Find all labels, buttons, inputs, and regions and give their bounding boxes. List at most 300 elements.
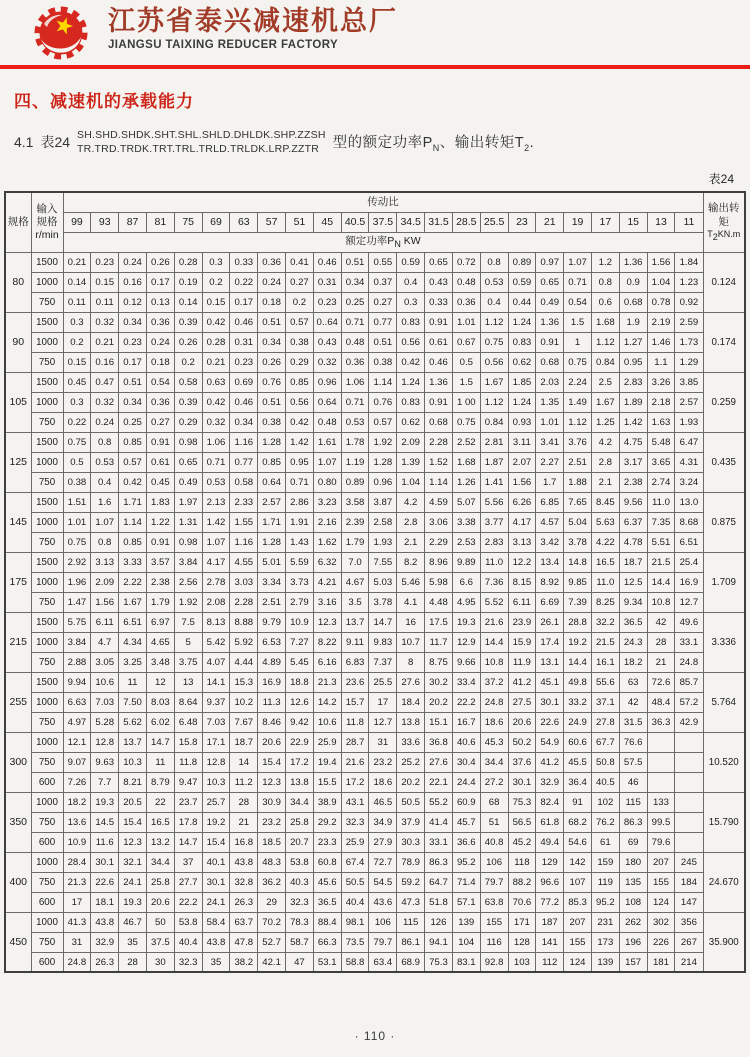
power-cell: 0.75 xyxy=(63,532,91,552)
power-cell: 1.06 xyxy=(202,432,230,452)
header-row-1 xyxy=(5,192,745,212)
power-cell: 112 xyxy=(536,952,564,972)
power-cell: 226 xyxy=(647,932,675,952)
power-cell: 1.62 xyxy=(313,532,341,552)
power-cell: 0.46 xyxy=(425,352,453,372)
power-cell: 0.64 xyxy=(258,472,286,492)
power-cell: 0.47 xyxy=(91,372,119,392)
power-cell: 68.2 xyxy=(564,812,592,832)
power-cell: 1.84 xyxy=(675,252,703,272)
power-cell: 115 xyxy=(397,912,425,932)
table-row xyxy=(5,352,745,372)
spec-cell: 175 xyxy=(5,552,31,612)
power-cell: 2.38 xyxy=(619,472,647,492)
power-cell: 0.37 xyxy=(369,272,397,292)
power-cell: 2.33 xyxy=(230,492,258,512)
power-cell: 15.4 xyxy=(202,832,230,852)
power-cell: 2.51 xyxy=(258,592,286,612)
power-cell: 129 xyxy=(536,852,564,872)
power-cell: 41.3 xyxy=(63,912,91,932)
power-cell: 0.3 xyxy=(63,392,91,412)
rpm-cell: 1500 xyxy=(31,612,63,632)
power-cell: 10.2 xyxy=(230,692,258,712)
torque-cell: 35.900 xyxy=(703,912,745,972)
rpm-cell: 1500 xyxy=(31,432,63,452)
table-row xyxy=(5,552,745,572)
power-cell: 25.9 xyxy=(341,832,369,852)
power-cell: 1.12 xyxy=(480,392,508,412)
spec-cell: 125 xyxy=(5,432,31,492)
power-cell: 43.1 xyxy=(341,792,369,812)
power-cell: 2.08 xyxy=(202,592,230,612)
power-cell: 9.83 xyxy=(369,632,397,652)
power-cell: 0.43 xyxy=(313,332,341,352)
power-cell: 1.42 xyxy=(286,432,314,452)
power-cell: 0.34 xyxy=(119,312,147,332)
power-cell: 0.15 xyxy=(91,272,119,292)
power-cell: 0.15 xyxy=(63,352,91,372)
table-row xyxy=(5,752,745,772)
company-name-en: JIANGSU TAIXING REDUCER FACTORY xyxy=(108,39,339,52)
power-cell: 9.11 xyxy=(341,632,369,652)
power-cell: 9.79 xyxy=(258,612,286,632)
power-cell: 0.75 xyxy=(63,432,91,452)
power-cell: 33.1 xyxy=(425,832,453,852)
power-cell: 11.0 xyxy=(591,572,619,592)
power-cell: 9.07 xyxy=(63,752,91,772)
power-cell: 155 xyxy=(480,912,508,932)
rpm-cell: 1000 xyxy=(31,512,63,532)
power-cell: 3.65 xyxy=(647,452,675,472)
rpm-cell: 750 xyxy=(31,812,63,832)
power-cell: 5.46 xyxy=(397,572,425,592)
power-cell: 17.2 xyxy=(286,752,314,772)
power-cell: 11.3 xyxy=(258,692,286,712)
power-cell: 27.8 xyxy=(591,712,619,732)
power-cell: 0.29 xyxy=(286,352,314,372)
table-head xyxy=(5,192,745,252)
power-cell: 10.6 xyxy=(313,712,341,732)
power-cell: 17 xyxy=(63,892,91,912)
ratio-col-header: 17 xyxy=(591,212,619,232)
rpm-cell: 1000 xyxy=(31,392,63,412)
power-cell: 0.23 xyxy=(313,292,341,312)
power-cell: 1.24 xyxy=(397,372,425,392)
power-cell: 22.1 xyxy=(425,772,453,792)
rpm-cell: 1000 xyxy=(31,852,63,872)
power-cell: 115 xyxy=(619,792,647,812)
power-cell: 1.27 xyxy=(619,332,647,352)
power-cell: 21.5 xyxy=(591,632,619,652)
power-cell: 43.8 xyxy=(202,932,230,952)
power-cell: 86.1 xyxy=(397,932,425,952)
power-cell: 54.5 xyxy=(369,872,397,892)
power-cell: 0.28 xyxy=(174,252,202,272)
power-cell: 16.8 xyxy=(230,832,258,852)
power-cell: 31 xyxy=(369,732,397,752)
power-cell: 4.59 xyxy=(425,492,453,512)
power-cell: 1.73 xyxy=(675,332,703,352)
power-cell: 24.4 xyxy=(452,772,480,792)
power-cell: 9.63 xyxy=(91,752,119,772)
power-cell: 0.11 xyxy=(63,292,91,312)
ratio-col-header: 63 xyxy=(230,212,258,232)
power-cell: 1.16 xyxy=(230,432,258,452)
power-cell: 4.2 xyxy=(591,432,619,452)
power-cell: 1.07 xyxy=(202,532,230,552)
power-cell: 3.78 xyxy=(564,532,592,552)
power-cell: 40.4 xyxy=(174,932,202,952)
model-line-2: TR.TRD.TRDK.TRT.TRL.TRLD.TRLDK.LRP.ZZTR xyxy=(77,143,319,156)
power-cell: 2.1 xyxy=(397,532,425,552)
power-cell: 69 xyxy=(619,832,647,852)
power-cell: 0.6 xyxy=(591,292,619,312)
power-cell: 0.5 xyxy=(452,352,480,372)
power-cell: 7.67 xyxy=(230,712,258,732)
power-cell: 1.71 xyxy=(258,512,286,532)
power-cell: 48.4 xyxy=(647,692,675,712)
power-cell: 1.49 xyxy=(564,392,592,412)
power-cell: 25.8 xyxy=(146,872,174,892)
power-cell: 34.9 xyxy=(369,812,397,832)
power-cell: 86.3 xyxy=(425,852,453,872)
power-cell: 95.2 xyxy=(452,852,480,872)
power-cell: 20.6 xyxy=(508,712,536,732)
power-cell: 0.76 xyxy=(369,392,397,412)
power-cell: 83.1 xyxy=(452,952,480,972)
power-cell: 20.6 xyxy=(258,732,286,752)
power-cell: 30.1 xyxy=(536,692,564,712)
power-cell: 106 xyxy=(369,912,397,932)
power-cell: 5.63 xyxy=(591,512,619,532)
power-cell: 14.7 xyxy=(146,732,174,752)
table-body xyxy=(5,252,745,972)
power-cell: 0.44 xyxy=(508,292,536,312)
power-cell: 0.24 xyxy=(258,272,286,292)
power-cell: 3.13 xyxy=(91,552,119,572)
power-cell: 0.89 xyxy=(341,472,369,492)
power-cell: 61.8 xyxy=(536,812,564,832)
spec-column-header: 规格 xyxy=(5,192,31,252)
power-cell: 11 xyxy=(146,752,174,772)
power-cell: 2.86 xyxy=(286,492,314,512)
power-cell: 70.6 xyxy=(508,892,536,912)
power-cell: 0.76 xyxy=(258,372,286,392)
torque-cell: 0.124 xyxy=(703,252,745,312)
power-cell: 9.89 xyxy=(452,552,480,572)
power-cell: 3.41 xyxy=(536,432,564,452)
power-cell: 157 xyxy=(619,952,647,972)
table-row xyxy=(5,492,745,512)
power-cell: 67.4 xyxy=(341,852,369,872)
power-cell: 0.32 xyxy=(91,392,119,412)
power-cell: 2.8 xyxy=(397,512,425,532)
power-cell: 43.6 xyxy=(369,892,397,912)
power-cell: 0.38 xyxy=(258,412,286,432)
power-cell: 173 xyxy=(591,932,619,952)
power-cell: 3.42 xyxy=(536,532,564,552)
power-cell: 245 xyxy=(675,852,703,872)
power-cell: 14.8 xyxy=(564,552,592,572)
power-cell: 57.1 xyxy=(452,892,480,912)
power-cell: 0.75 xyxy=(452,412,480,432)
power-cell: 9.56 xyxy=(619,492,647,512)
power-cell: 155 xyxy=(647,872,675,892)
power-cell: 37.5 xyxy=(146,932,174,952)
power-cell: 7.65 xyxy=(564,492,592,512)
power-cell: 1.2 xyxy=(591,252,619,272)
table-row xyxy=(5,392,745,412)
power-cell: 23.2 xyxy=(258,812,286,832)
power-cell: 0.67 xyxy=(452,332,480,352)
power-cell: 0.91 xyxy=(425,312,453,332)
power-cell: 35 xyxy=(202,952,230,972)
ratio-group-header: 传动比 xyxy=(63,192,703,212)
power-cell: 1.14 xyxy=(425,472,453,492)
power-cell: 3.73 xyxy=(286,572,314,592)
power-cell: 0.89 xyxy=(508,252,536,272)
power-cell: 1.61 xyxy=(313,432,341,452)
spec-cell: 300 xyxy=(5,732,31,792)
power-cell: 33.4 xyxy=(452,672,480,692)
power-cell: 1.67 xyxy=(480,372,508,392)
power-cell: 8.68 xyxy=(675,512,703,532)
power-cell: 42 xyxy=(647,612,675,632)
power-cell: 0.51 xyxy=(258,392,286,412)
model-code-lines xyxy=(77,128,326,156)
ratio-header-row xyxy=(5,212,745,232)
power-cell: 23.6 xyxy=(341,672,369,692)
spec-cell: 450 xyxy=(5,912,31,972)
power-cell: 11.6 xyxy=(91,832,119,852)
power-cell: 0.4 xyxy=(91,472,119,492)
power-cell: 9.37 xyxy=(202,692,230,712)
power-cell: 4.57 xyxy=(536,512,564,532)
ratio-col-header: 37.5 xyxy=(369,212,397,232)
power-cell: 36.5 xyxy=(313,892,341,912)
power-cell: 1.71 xyxy=(119,492,147,512)
power-cell: 6.11 xyxy=(508,592,536,612)
power-cell: 3.84 xyxy=(63,632,91,652)
power-cell: 8.96 xyxy=(425,552,453,572)
power-cell: 2.81 xyxy=(480,432,508,452)
power-cell: 3.38 xyxy=(452,512,480,532)
power-cell: 10.6 xyxy=(91,672,119,692)
power-cell: 1.14 xyxy=(369,372,397,392)
ratio-col-header: 87 xyxy=(119,212,147,232)
power-cell: 16.9 xyxy=(675,572,703,592)
power-cell: 0.9 xyxy=(619,272,647,292)
power-cell: 4.17 xyxy=(508,512,536,532)
power-cell: 45.5 xyxy=(564,752,592,772)
power-cell: 3.25 xyxy=(119,652,147,672)
table-row xyxy=(5,792,745,812)
power-cell: 33.1 xyxy=(675,632,703,652)
power-cell: 18.6 xyxy=(480,712,508,732)
power-cell: 5.01 xyxy=(258,552,286,572)
power-cell: 4.22 xyxy=(591,532,619,552)
power-cell: 0.21 xyxy=(63,252,91,272)
torque-cell: 15.790 xyxy=(703,792,745,852)
torque-cell: 3.336 xyxy=(703,612,745,672)
power-cell: 1.78 xyxy=(341,432,369,452)
power-cell: 0.92 xyxy=(675,292,703,312)
torque-cell: 0.435 xyxy=(703,432,745,492)
power-cell: 5.52 xyxy=(480,592,508,612)
torque-cell: 1.709 xyxy=(703,552,745,612)
power-cell: 2.28 xyxy=(425,432,453,452)
spec-cell: 400 xyxy=(5,852,31,912)
gear-star-logo-icon xyxy=(28,4,94,64)
power-cell: 16 xyxy=(397,612,425,632)
power-cell: 5.04 xyxy=(564,512,592,532)
ratio-col-header: 19 xyxy=(564,212,592,232)
power-cell: 13.1 xyxy=(536,652,564,672)
table-row xyxy=(5,892,745,912)
ratio-col-header: 51 xyxy=(286,212,314,232)
power-cell: 99.5 xyxy=(647,812,675,832)
power-cell: 22 xyxy=(146,792,174,812)
power-cell: 0.53 xyxy=(341,412,369,432)
table-row xyxy=(5,472,745,492)
power-cell: 7.5 xyxy=(174,612,202,632)
power-cell: 0.36 xyxy=(452,292,480,312)
power-cell: 6.26 xyxy=(508,492,536,512)
rpm-cell: 1500 xyxy=(31,252,63,272)
power-cell: 91 xyxy=(564,792,592,812)
power-cell xyxy=(675,832,703,852)
subsection-number: 4.1 xyxy=(14,134,34,151)
power-cell: 30.1 xyxy=(91,852,119,872)
power-cell: 30.1 xyxy=(508,772,536,792)
power-cell: 0.8 xyxy=(91,432,119,452)
subsection-line xyxy=(14,128,750,156)
power-cell xyxy=(675,812,703,832)
power-cell: 66.3 xyxy=(313,932,341,952)
power-cell: 4.75 xyxy=(619,432,647,452)
power-cell: 2.78 xyxy=(202,572,230,592)
power-cell: 63.7 xyxy=(230,912,258,932)
power-cell: 15.1 xyxy=(425,712,453,732)
power-cell: 9.42 xyxy=(286,712,314,732)
power-cell: 7.55 xyxy=(369,552,397,572)
power-cell: 13.2 xyxy=(146,832,174,852)
power-cell: 0.71 xyxy=(286,472,314,492)
power-cell: 0.48 xyxy=(452,272,480,292)
power-cell: 19.4 xyxy=(313,752,341,772)
power-cell: 2.24 xyxy=(564,372,592,392)
power-cell: 0.61 xyxy=(425,332,453,352)
power-cell: 27.7 xyxy=(174,872,202,892)
power-cell: 40.3 xyxy=(286,872,314,892)
power-cell: 7.27 xyxy=(286,632,314,652)
power-cell: 1 xyxy=(564,332,592,352)
power-cell: 0.57 xyxy=(369,412,397,432)
power-cell: 27.5 xyxy=(508,692,536,712)
power-cell: 11.8 xyxy=(341,712,369,732)
table-row xyxy=(5,712,745,732)
table-row xyxy=(5,512,745,532)
power-cell: 13.0 xyxy=(675,492,703,512)
power-cell: 7.50 xyxy=(119,692,147,712)
power-cell: 25.9 xyxy=(313,732,341,752)
power-cell: 0.45 xyxy=(146,472,174,492)
power-cell: 0.39 xyxy=(174,392,202,412)
table-row xyxy=(5,432,745,452)
power-cell: 1.55 xyxy=(230,512,258,532)
power-cell: 0.48 xyxy=(341,332,369,352)
rated-power-header: 额定功率$P_N$ KW xyxy=(63,232,703,252)
power-cell: 0.96 xyxy=(369,472,397,492)
power-cell: 63 xyxy=(619,672,647,692)
power-cell: 51 xyxy=(480,812,508,832)
power-cell: 24.9 xyxy=(564,712,592,732)
power-cell: 57.2 xyxy=(675,692,703,712)
power-cell: 5.48 xyxy=(647,432,675,452)
power-cell: 0.2 xyxy=(202,272,230,292)
ratio-col-header: 57 xyxy=(258,212,286,232)
power-cell: 26.3 xyxy=(91,952,119,972)
power-cell: 0.27 xyxy=(146,412,174,432)
power-cell: 32.2 xyxy=(591,612,619,632)
power-cell: 126 xyxy=(425,912,453,932)
power-cell: 12.3 xyxy=(119,832,147,852)
power-cell: 28.4 xyxy=(63,852,91,872)
power-cell: 15.4 xyxy=(258,752,286,772)
power-cell: 1.04 xyxy=(397,472,425,492)
power-cell: 0.42 xyxy=(119,472,147,492)
torque-cell: 0.174 xyxy=(703,312,745,372)
power-cell: 0.16 xyxy=(119,272,147,292)
power-cell: 64.7 xyxy=(425,872,453,892)
power-cell: 7.03 xyxy=(91,692,119,712)
ratio-col-header: 69 xyxy=(202,212,230,232)
rpm-cell: 1500 xyxy=(31,672,63,692)
power-cell: 1.29 xyxy=(675,352,703,372)
power-cell: 0.8 xyxy=(91,532,119,552)
power-cell: 5.92 xyxy=(230,632,258,652)
power-cell: 3.76 xyxy=(564,432,592,452)
ratio-col-header: 34.5 xyxy=(397,212,425,232)
power-cell: 3.11 xyxy=(508,432,536,452)
power-cell: 5.45 xyxy=(286,652,314,672)
power-cell: 53.8 xyxy=(286,852,314,872)
power-cell: 41.2 xyxy=(536,752,564,772)
power-cell: 11.2 xyxy=(230,772,258,792)
power-cell: 6.6 xyxy=(452,572,480,592)
power-cell: 0.34 xyxy=(119,392,147,412)
ratio-col-header: 21 xyxy=(536,212,564,232)
power-cell: 30.4 xyxy=(452,752,480,772)
power-cell: 4.48 xyxy=(425,592,453,612)
power-cell: 3.85 xyxy=(675,372,703,392)
power-cell: 18.5 xyxy=(258,832,286,852)
power-cell: 0.63 xyxy=(202,372,230,392)
power-cell: 11.0 xyxy=(647,492,675,512)
ratio-col-header: 23 xyxy=(508,212,536,232)
power-cell: 1.26 xyxy=(452,472,480,492)
power-cell: 0.56 xyxy=(397,332,425,352)
power-cell: 5.56 xyxy=(480,492,508,512)
power-cell: 0.85 xyxy=(119,432,147,452)
power-cell: 35 xyxy=(119,932,147,952)
power-cell: 18.7 xyxy=(230,732,258,752)
power-cell: 0.23 xyxy=(91,252,119,272)
table-row xyxy=(5,632,745,652)
power-cell: 29 xyxy=(258,892,286,912)
power-cell: 6.51 xyxy=(119,612,147,632)
power-cell: 0.2 xyxy=(286,292,314,312)
